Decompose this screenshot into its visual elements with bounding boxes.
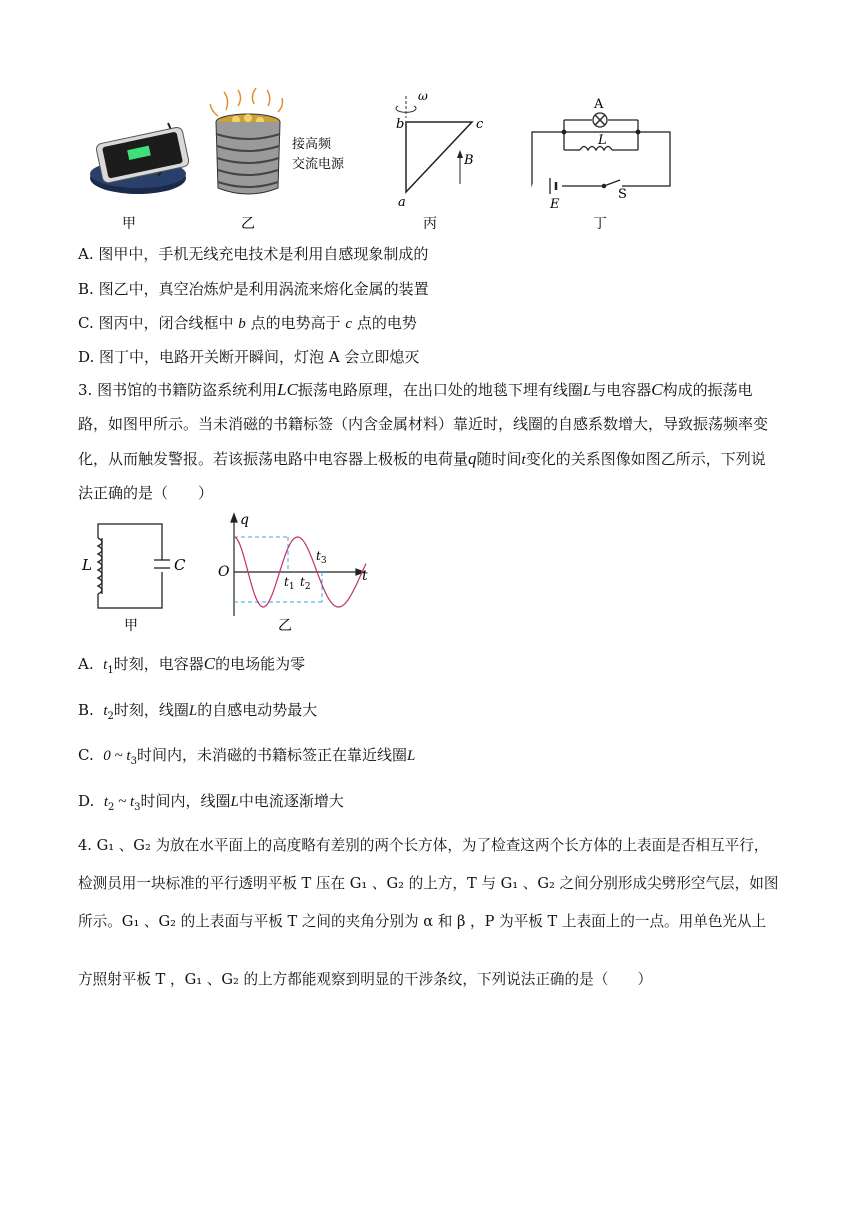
figure-row-top: [78, 88, 698, 238]
lc-label-C: C: [174, 556, 186, 574]
q2-option-c: C. 图丙中，闭合线框中 b 点的电势高于 c 点的电势: [78, 314, 417, 332]
q4-line2: 检测员用一块标准的平行透明平板 T 压在 G₁ 、G₂ 的上方，T 与 G₁ 、G₂ 之间分别形成尖劈形空气层，如图: [78, 875, 779, 892]
caption-ding: 丁: [593, 216, 607, 232]
q3-option-a: A. $t_1$时刻，电容器C的电场能为零: [78, 654, 306, 676]
omega-label: ω: [418, 89, 428, 103]
label-b: b: [396, 117, 405, 132]
label-a: a: [398, 195, 406, 210]
graph-t: t: [362, 568, 368, 584]
q4-line1: 4. G₁ 、G₂ 为放在水平面上的高度略有差别的两个长方体，为了检查这两个长方体的上表面是否相互平行，: [78, 837, 769, 854]
q2-option-a: A. 图甲中，手机无线充电技术是利用自感现象制成的: [78, 245, 429, 263]
q3-stem-line3: 化，从而触发警报。若该振荡电路中电容器上极板的电荷量q随时间t变化的关系图像如图乙所示，下列说: [78, 449, 766, 468]
vacuum-furnace-image: [210, 88, 283, 194]
label-E: E: [550, 197, 560, 212]
graph-O: O: [218, 564, 230, 580]
wireless-charger-image: [90, 123, 190, 194]
q3-stem-line4: 法正确的是（ ）: [78, 484, 214, 502]
q3-option-b: B. $t_2$时刻，线圈L的自感电动势最大: [78, 701, 318, 722]
q4-line3: 所示。G₁ 、G₂ 的上表面与平板 T 之间的夹角分别为 α 和 β ，P 为平板 T 上表面上的一点。用单色光从上: [78, 913, 767, 930]
caption-yi: 乙: [241, 216, 255, 232]
label-B: B: [464, 153, 474, 168]
q4-line4: 方照射平板 T ，G₁ 、G₂ 的上方都能观察到明显的干涉条纹，下列说法正确的是（ ）: [78, 971, 653, 988]
graph-t3: $t_3$: [316, 549, 327, 566]
q2-option-d: D. 图丁中，电路开关断开瞬间，灯泡 A 会立即熄灭: [78, 348, 420, 366]
lc-caption-jia: 甲: [124, 618, 138, 634]
graph-q: q: [240, 512, 249, 528]
label-L: L: [598, 133, 607, 148]
caption-bing: 丙: [423, 216, 437, 232]
coil-label-1: 接高频: [292, 137, 332, 152]
graph-caption-yi: 乙: [278, 618, 292, 634]
q3-stem-line2: 路，如图甲所示。当未消磁的书籍标签（内含金属材料）靠近时，线圈的自感系数增大，导致振荡频率变: [78, 415, 769, 433]
caption-jia: 甲: [122, 216, 136, 232]
q3-option-c: C. 0 ~ $t_3$时间内，未消磁的书籍标签正在靠近线圈L: [78, 746, 416, 767]
graph-t1: $t_1$: [284, 575, 295, 592]
triangle-frame-diagram: [396, 96, 472, 192]
circuit-diagram: [532, 113, 670, 194]
lc-figure: [78, 512, 378, 640]
q3-option-d: D. $t_2$ ~ $t_3$时间内，线圈L中电流逐渐增大: [78, 792, 344, 813]
coil-label-2: 交流电源: [292, 157, 345, 172]
label-S: S: [618, 187, 627, 202]
label-A: A: [594, 97, 604, 112]
q2-option-b: B. 图乙中，真空冶炼炉是利用涡流来熔化金属的装置: [78, 280, 429, 298]
q3-stem-line1: 3. 图书馆的书籍防盗系统利用LC振荡电路原理，在出口处的地毯下埋有线圈L与电容器C构成的振荡电: [78, 380, 753, 399]
label-c: c: [476, 117, 484, 132]
lc-label-L: L: [82, 556, 92, 574]
graph-t2: $t_2$: [300, 575, 311, 592]
